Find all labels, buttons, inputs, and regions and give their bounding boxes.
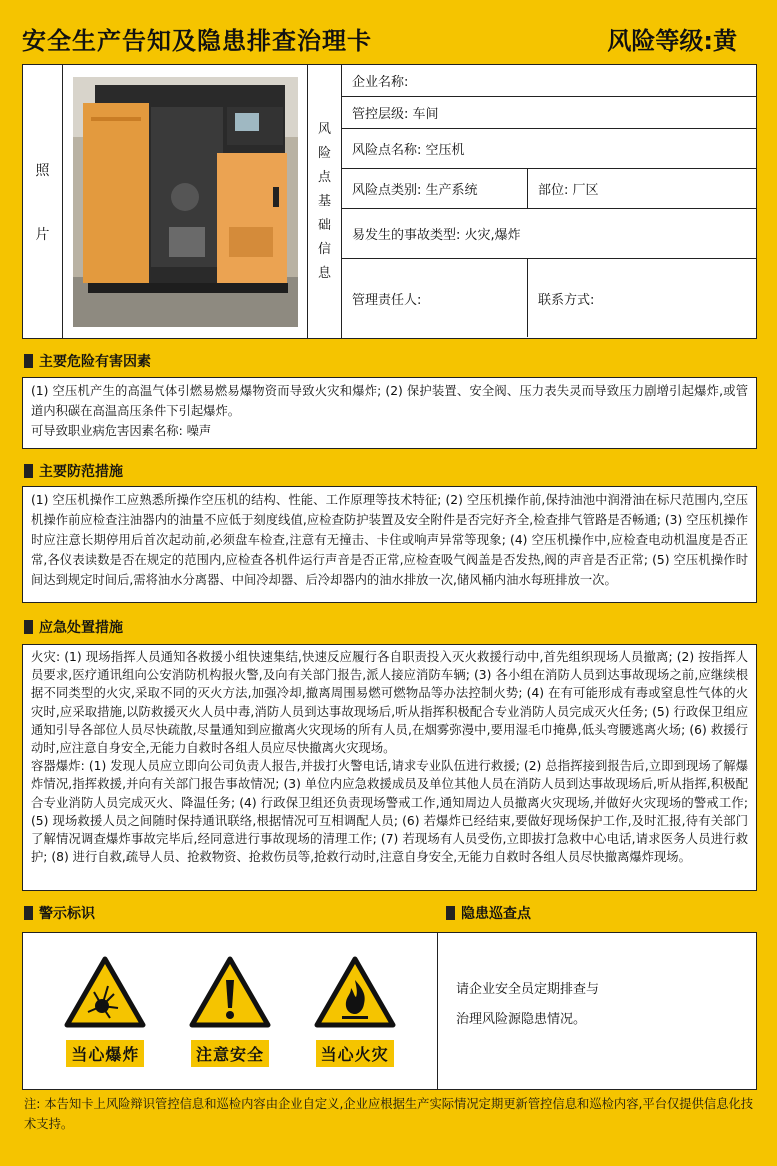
manager-contact-row bbox=[342, 259, 756, 337]
prevention-box bbox=[22, 486, 757, 603]
warning-inspection-box bbox=[22, 932, 757, 1090]
manager: 管理责任人: bbox=[342, 259, 528, 337]
hazards-box bbox=[22, 377, 757, 449]
location: 部位: 厂区 bbox=[538, 183, 599, 198]
exclamation-warning-icon bbox=[189, 956, 271, 1028]
hazards-text: (1) 空压机产生的高温气体引燃易燃易爆物资而导致火灾和爆炸; (2) 保护装置、安全阀、压力表失灵而导致压力剧增引起爆炸,或管道内积碳在高温高压条件下引起爆炸。 bbox=[31, 384, 748, 418]
inspection-line-1: 请企业安全员定期排查与 bbox=[456, 982, 600, 997]
card-header bbox=[22, 18, 757, 58]
risk-point-category: 风险点类别: 生产系统 bbox=[342, 169, 528, 208]
accident-type-row: 易发生的事故类型: 火灾,爆炸 bbox=[342, 209, 756, 259]
hazards-heading: 主要危险有害因素 bbox=[24, 351, 151, 371]
inspection-line-2: 治理风险源隐患情况。 bbox=[456, 1012, 587, 1027]
warning-signs bbox=[23, 933, 438, 1089]
control-level-row: 管控层级: 车间 bbox=[342, 97, 756, 129]
warning-heading: 警示标识 bbox=[24, 903, 95, 923]
square-bullet-icon bbox=[446, 906, 455, 920]
sign-fire bbox=[314, 956, 396, 1067]
sign-explosion-label: 当心爆炸 bbox=[66, 1040, 144, 1067]
inspection-heading: 隐患巡查点 bbox=[446, 903, 531, 923]
photo-label: 照 片 bbox=[23, 65, 63, 338]
risk-point-info-label: 风 险 点 基 础 信 息 bbox=[308, 65, 342, 338]
sign-caution-label: 注意安全 bbox=[191, 1040, 269, 1067]
square-bullet-icon bbox=[24, 464, 33, 478]
prevention-text: (1) 空压机操作工应熟悉所操作空压机的结构、性能、工作原理等技术特征; (2) 空压机操作前,保持油池中润滑油在标尺范围内,空压机操作前应检查注油器内的油量不应低于刻度线值,应检查防护装置及安全附件是否完好齐全,检查排气管路是否畅通; (3) 空压机操作时应注意长期停用后首次起动前,必须盘车检查,注意有无撞击、卡住或响声异常等现象; (4) 空压机操作中,应检查电动机温度是否正常,各仪表读数是否在规定的范围内,应检查各机件运行声音是否正常,应检查吸气阀盖是否发热,阀的声音是否正常; (5) 空压机操作时间达到规定时间后,需将油水分离器、中间冷却器、后冷却器内的油水排放一次,储风桶内油水每班排放一次。 bbox=[31, 493, 748, 587]
occupational-hazards-text: 可导致职业病危害因素名称: 噪声 bbox=[31, 424, 212, 438]
emergency-box bbox=[22, 644, 757, 891]
sign-fire-label: 当心火灾 bbox=[316, 1040, 394, 1067]
inspection-content bbox=[438, 933, 756, 1089]
sign-explosion bbox=[64, 956, 146, 1067]
square-bullet-icon bbox=[24, 906, 33, 920]
square-bullet-icon bbox=[24, 620, 33, 634]
info-rows bbox=[342, 65, 756, 338]
basic-info-table bbox=[22, 64, 757, 339]
sign-caution bbox=[189, 956, 271, 1067]
explosion-response-text: 容器爆炸: (1) 发现人员应立即向公司负责人报告,并拔打火警电话,请求专业队伍进行救援; (2) 总指挥接到报告后,立即到现场了解爆炸情况,指挥救援,并向有关部门报告事故情况; (3) 单位内应急救援成员及单位其他人员在消防人员到达事故现场后,听从指挥,积极配合专业消防人员完成灭火、降温任务; (4) 行政保卫组还负责现场警戒工作,通知周边人员撤离火灾现场,并做好火灾现场的警戒工作; (5) 现场救援人员之间随时保持通讯联络,根据情况可互相调配人员; (6) 若爆炸已经结束,要做好现场保护工作,及时汇报,待有关部门了解情况调查爆炸事故完毕后,经同意进行事故现场的清理工作; (7) 若现场有人员受伤,立即拔打急救中心电话,请求医务人员进行救护; (8) 进行自救,疏导人员、抢救物资、抢救伤员等,抢救行动时,注意自身安全,无能力自救时各组人员尽快撤离爆炸现场。 bbox=[31, 759, 748, 865]
risk-level: 风险等级:黄 bbox=[607, 26, 737, 55]
air-compressor-photo bbox=[73, 77, 298, 327]
contact: 联系方式: bbox=[538, 292, 595, 308]
footer-note: 注: 本告知卡上风险辩识管控信息和巡检内容由企业自定义,企业应根据生产实际情况定期更新管控信息和巡检内容,平台仅提供信息化技术支持。 bbox=[24, 1097, 754, 1131]
square-bullet-icon bbox=[24, 354, 33, 368]
prevention-heading: 主要防范措施 bbox=[24, 461, 123, 481]
explosion-warning-icon bbox=[64, 956, 146, 1028]
fire-warning-icon bbox=[314, 956, 396, 1028]
company-row: 企业名称: bbox=[342, 65, 756, 97]
equipment-photo bbox=[63, 65, 308, 338]
risk-point-name-row: 风险点名称: 空压机 bbox=[342, 129, 756, 169]
emergency-heading: 应急处置措施 bbox=[24, 617, 123, 637]
fire-response-text: 火灾: (1) 现场指挥人员通知各救援小组快速集结,快速反应履行各自职责投入灭火救援行动中,首先组织现场人员撤离; (2) 按指挥人员要求,医疗通讯组向公安消防机构报火警,及向有关部门报告,派人接应消防车辆; (3) 各小组在消防人员到达事故现场之前,应继续根据不同类型的火灾,采取不同的灭火方法,加强冷却,撤离周围易燃可燃物品等办法控制火势; (4) 在有可能形成有毒或窒息性气体的火灾时,应采取措施,以防救援灭火人员中毒,消防人员到达事故现场后,听从指挥积极配合专业消防人员完成灭火任务; (5) 行政保卫组应通知引导各部位人员尽快疏散,尽量通知到应撤离火灾现场的所有人员,在烟雾弥漫中,要用湿毛巾掩鼻,低头弯腰逃离火场; (6) 救援行动时,应注意自身安全,无能力自救时各组人员应尽快撤离火灾现场。 bbox=[31, 650, 748, 756]
category-location-row bbox=[342, 169, 756, 209]
card-title: 安全生产告知及隐患排查治理卡 bbox=[22, 26, 372, 55]
